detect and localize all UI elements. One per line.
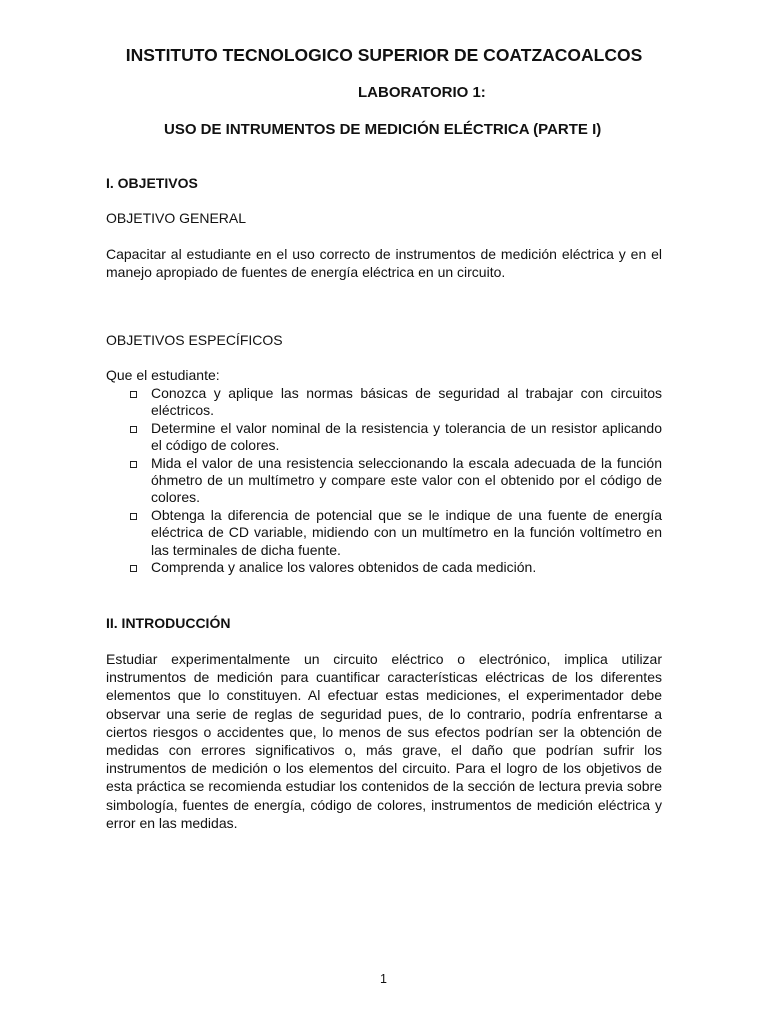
list-item-text: Conozca y aplique las normas básicas de seguridad al trabajar con circuitos eléctricos. <box>151 385 662 419</box>
list-item <box>151 385 662 420</box>
introduccion-text: Estudiar experimentalmente un circuito eléctrico o electrónico, implica utilizar instrumentos de medición para cuantificar características eléctricas de los diferentes elementos que lo constituyen. Al efectuar estas mediciones, el experimentador debe observar una serie de reglas de seguridad pues, de lo contrario, podría enfrentarse a ciertos riesgos o accidentes que, lo menos de sus efectos podrían ser la obtención de medidas con errores significativos o, más grave, el daño que podrían sufrir los instrumentos de medición o los elementos del circuito. Para el logro de los objetivos de esta práctica se recomienda estudiar los contenidos de la sección de lectura previa sobre simbología, fuentes de energía, código de colores, instrumentos de medición eléctrica y error en las medidas. <box>106 651 662 831</box>
objetivos-list <box>151 385 662 576</box>
square-bullet-icon <box>130 461 137 468</box>
list-item <box>151 507 662 559</box>
square-bullet-icon <box>130 391 137 398</box>
list-item <box>151 455 662 507</box>
section-heading-introduccion: II. INTRODUCCIÓN <box>106 615 231 631</box>
objetivo-general-heading: OBJETIVO GENERAL <box>106 210 247 226</box>
institute-title: INSTITUTO TECNOLOGICO SUPERIOR DE COATZACOALCOS <box>125 45 643 65</box>
list-item-text: Obtenga la diferencia de potencial que se le indique de una fuente de energía eléctrica de CD variable, midiendo con un multímetro en la función voltímetro en las terminales de dicha fuente. <box>151 506 662 558</box>
square-bullet-icon <box>130 426 137 433</box>
objetivo-general-text: Capacitar al estudiante en el uso correcto de instrumentos de medición eléctrica y en el manejo apropiado de fuentes de energía eléctrica en un circuito. <box>106 246 662 281</box>
objetivos-especificos-heading: OBJETIVOS ESPECÍFICOS <box>106 332 283 348</box>
objetivos-intro: Que el estudiante: <box>106 367 220 383</box>
lab-title: LABORATORIO 1: <box>358 84 486 101</box>
section-heading-objetivos: I. OBJETIVOS <box>106 175 198 191</box>
square-bullet-icon <box>130 513 137 520</box>
square-bullet-icon <box>130 565 137 572</box>
list-item <box>151 559 662 576</box>
document-title: USO DE INTRUMENTOS DE MEDICIÓN ELÉCTRICA (PARTE I) <box>164 121 602 138</box>
document-page <box>106 0 662 1024</box>
list-item-text: Comprenda y analice los valores obtenidos de cada medición. <box>151 559 537 576</box>
page-number: 1 <box>380 972 387 986</box>
list-item <box>151 420 662 455</box>
list-item-text: Determine el valor nominal de la resistencia y tolerancia de un resistor aplicando el código de colores. <box>151 419 662 454</box>
list-item-text: Mida el valor de una resistencia seleccionando la escala adecuada de la función óhmetro de un multímetro y compare este valor con el obtenido por el código de colores. <box>151 454 662 506</box>
